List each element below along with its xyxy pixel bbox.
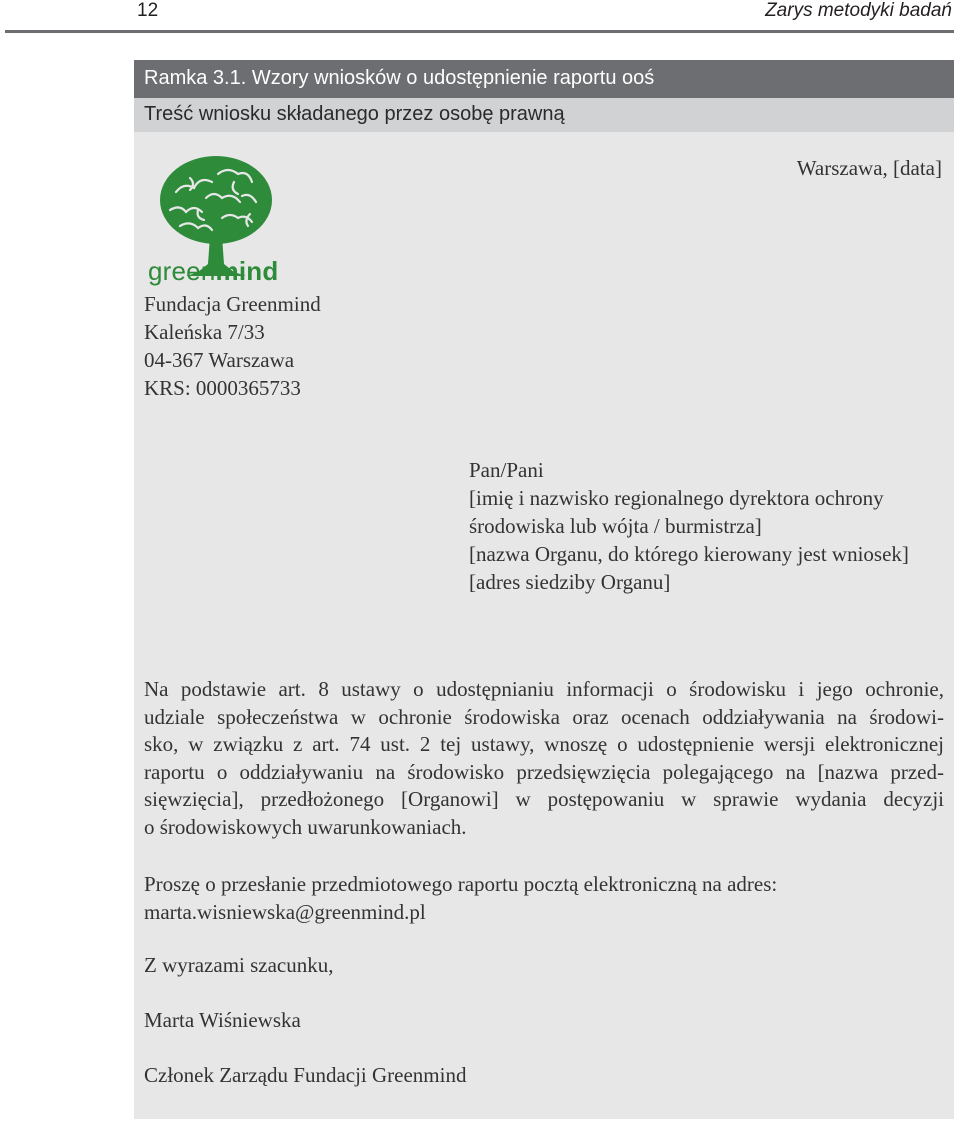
body-line: o środowiskowych uwarunkowaniach. [144, 814, 467, 839]
page-number: 12 [137, 0, 159, 21]
letter-date: Warszawa, [data] [796, 156, 942, 180]
frame-box [134, 60, 954, 1119]
sender-line: Kaleńska 7/33 [144, 320, 265, 344]
page-header [0, 0, 960, 34]
body-line: udziale społeczeństwa w ochronie środowiska oraz ocenach oddziaływania na środowi- [144, 704, 944, 729]
closing-salutation: Z wyrazami szacunku, [144, 953, 334, 977]
box-subtitle: Treść wniosku składanego przez osobę prawną [144, 103, 565, 125]
logo-text-bold: mind [215, 256, 279, 286]
box-title: Ramka 3.1. Wzory wniosków o udostępnienie raportu ooś [144, 67, 655, 89]
recipient-line: środowiska lub wójta / burmistrza] [469, 514, 762, 538]
signer-role: Członek Zarządu Fundacji Greenmind [144, 1063, 467, 1087]
sender-line: KRS: 0000365733 [144, 376, 301, 400]
request-line: Proszę o przesłanie przedmiotowego raportu pocztą elektroniczną na adres: [144, 872, 778, 896]
sender-line: 04-367 Warszawa [144, 348, 295, 372]
recipient-line: Pan/Pani [469, 458, 544, 482]
running-title: Zarys metodyki badań [765, 0, 952, 21]
signer-name: Marta Wiśniewska [144, 1008, 301, 1032]
sender-address [144, 290, 321, 402]
body-line: raportu o oddziaływaniu na środowisko przedsięwzięcia polegającego na [nazwa przed- [144, 759, 944, 784]
request-email: marta.wisniewska@greenmind.pl [144, 900, 426, 924]
body-line: sięwzięcia], przedłożonego [Organowi] w postępowaniu w sprawie wydania decyzji [144, 787, 944, 811]
box-subtitle-bar [134, 98, 954, 132]
request-paragraph [144, 870, 944, 926]
recipient-line: [nazwa Organu, do którego kierowany jest wniosek] [469, 542, 909, 566]
header-rule [5, 30, 954, 33]
recipient-line: [imię i nazwisko regionalnego dyrektora ochrony [469, 486, 884, 510]
sender-line: Fundacja Greenmind [144, 292, 321, 316]
recipient-line: [adres siedziby Organu] [469, 570, 671, 594]
body-line: sko, w związku z art. 74 ust. 2 tej ustawy, wnoszę o udostępnienie wersji elektronicznej [144, 732, 944, 756]
recipient-address [469, 456, 909, 596]
logo-wordmark [148, 256, 278, 287]
box-title-bar [134, 60, 954, 98]
body-line: Na podstawie art. 8 ustawy o udostępnianiu informacji o środowisku i jego ochronie, [144, 677, 944, 701]
letter-body-paragraph [144, 676, 944, 841]
logo-text-light: green [148, 256, 216, 286]
